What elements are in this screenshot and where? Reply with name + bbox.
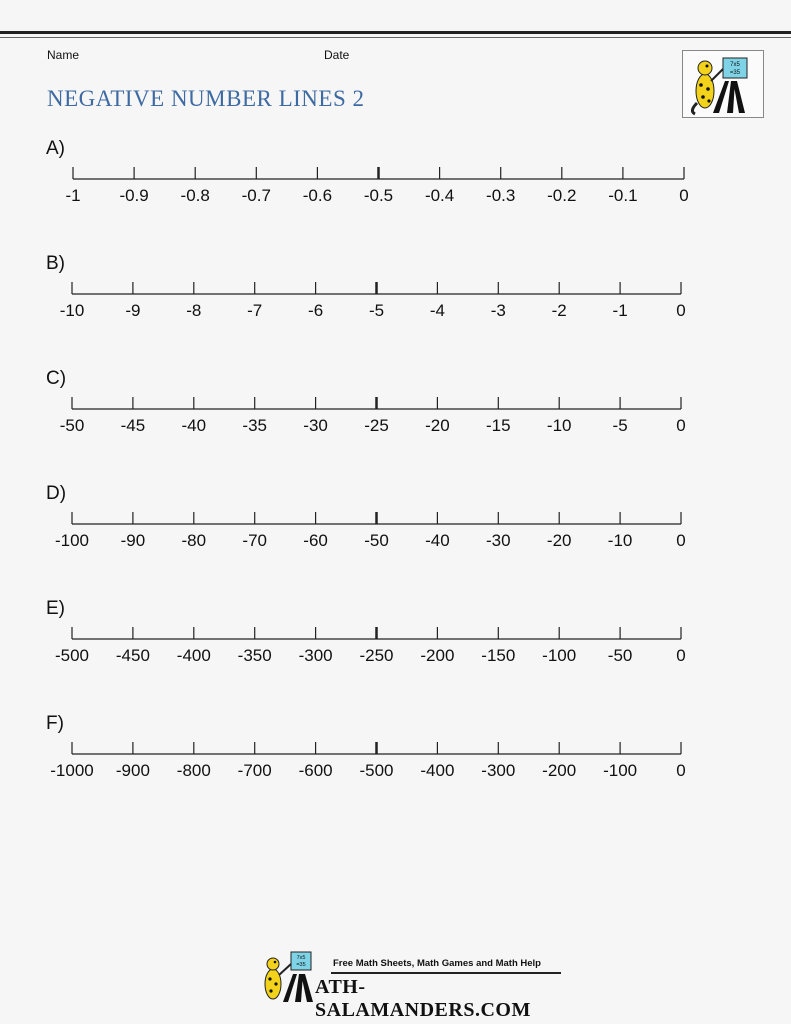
tick-label: -600 [298, 761, 333, 780]
tick-label: -25 [364, 416, 389, 435]
section-label: B) [46, 253, 65, 274]
tick-label: 0 [676, 646, 686, 665]
tick-label: -300 [298, 646, 333, 665]
tick-label: -4 [429, 301, 445, 320]
number-line-a [0, 138, 791, 228]
section-label: D) [46, 483, 67, 504]
tick-label: -300 [481, 761, 516, 780]
footer-board-line1: 7x5 [296, 955, 306, 961]
tick-label: -20 [425, 416, 450, 435]
tick-label: -500 [54, 646, 90, 665]
tick-label: -250 [359, 646, 394, 665]
tick-label: -100 [54, 531, 90, 550]
footer-brand-text: ATH-SALAMANDERS.COM [315, 976, 531, 1021]
number-line-c [0, 368, 791, 458]
tick-label: -450 [115, 646, 150, 665]
tick-label: -30 [303, 416, 328, 435]
number-line-axis [0, 713, 791, 803]
tick-label: -0.1 [608, 186, 638, 205]
tick-label: -1000 [50, 761, 94, 780]
tick-label: -100 [603, 761, 638, 780]
tick-label: -10 [607, 531, 633, 550]
number-line-axis [0, 483, 791, 573]
tick-label: -0.8 [180, 186, 210, 205]
footer-brand-block [255, 948, 565, 1021]
top-rule [0, 31, 791, 34]
tick-label: -700 [237, 761, 272, 780]
tick-label: 0 [676, 301, 686, 320]
footer-rule [331, 972, 561, 974]
tick-label: -2 [551, 301, 567, 320]
tick-label: -1 [612, 301, 628, 320]
tick-label: -0.3 [486, 186, 516, 205]
tick-label: -30 [486, 531, 511, 550]
tick-label: -6 [308, 301, 324, 320]
page-title: NEGATIVE NUMBER LINES 2 [47, 86, 365, 111]
tick-label: -80 [181, 531, 207, 550]
tick-label: -10 [59, 301, 85, 320]
logo-board-line1: 7x5 [730, 62, 740, 68]
tick-label: -40 [425, 531, 450, 550]
number-line-e [0, 598, 791, 688]
footer-board-line2: =35 [296, 962, 306, 968]
tick-label: -15 [486, 416, 511, 435]
number-line-f [0, 713, 791, 803]
number-line-axis [0, 138, 791, 228]
tick-label: -400 [176, 646, 211, 665]
tick-label: -0.9 [119, 186, 149, 205]
salamander-logo [682, 50, 764, 118]
tick-label: -5 [612, 416, 628, 435]
tick-label: -200 [542, 761, 577, 780]
section-label: E) [46, 598, 65, 619]
section-label: A) [46, 138, 65, 159]
tick-label: -500 [359, 761, 394, 780]
logo-board-line2: =35 [729, 70, 741, 76]
number-line-axis [0, 368, 791, 458]
tick-label: -0.4 [424, 186, 455, 205]
number-line-axis [0, 253, 791, 343]
number-line-axis [0, 598, 791, 688]
tick-label: -350 [237, 646, 272, 665]
tick-label: 0 [676, 761, 686, 780]
footer-tagline: Free Math Sheets, Math Games and Math Help [333, 958, 541, 969]
tick-label: -150 [481, 646, 516, 665]
top-rule-thin [0, 37, 791, 38]
tick-label: 0 [679, 186, 689, 205]
tick-label: 0 [676, 531, 686, 550]
date-label: Date [324, 48, 350, 62]
tick-label: -0.7 [241, 186, 271, 205]
number-line-b [0, 253, 791, 343]
tick-label: 0 [676, 416, 686, 435]
tick-label: -800 [176, 761, 211, 780]
tick-label: -200 [420, 646, 455, 665]
section-label: F) [46, 713, 64, 734]
tick-label: -50 [607, 646, 633, 665]
tick-label: -70 [242, 531, 267, 550]
tick-label: -50 [59, 416, 85, 435]
tick-label: -50 [364, 531, 389, 550]
tick-label: -60 [303, 531, 328, 550]
tick-label: -20 [546, 531, 572, 550]
tick-label: -45 [120, 416, 146, 435]
tick-label: -90 [120, 531, 146, 550]
name-label: Name [47, 48, 80, 62]
tick-label: -0.2 [547, 186, 577, 205]
tick-label: -100 [542, 646, 577, 665]
tick-label: -3 [490, 301, 506, 320]
tick-label: -0.5 [363, 186, 394, 205]
tick-label: -10 [546, 416, 572, 435]
tick-label: -1 [65, 186, 81, 205]
tick-label: -5 [368, 301, 385, 320]
tick-label: -0.6 [302, 186, 333, 205]
tick-label: -7 [247, 301, 263, 320]
tick-label: -8 [186, 301, 202, 320]
tick-label: -900 [115, 761, 150, 780]
number-line-d [0, 483, 791, 573]
section-label: C) [46, 368, 67, 389]
tick-label: -400 [420, 761, 455, 780]
tick-label: -35 [242, 416, 267, 435]
tick-label: -9 [125, 301, 141, 320]
tick-label: -40 [181, 416, 207, 435]
